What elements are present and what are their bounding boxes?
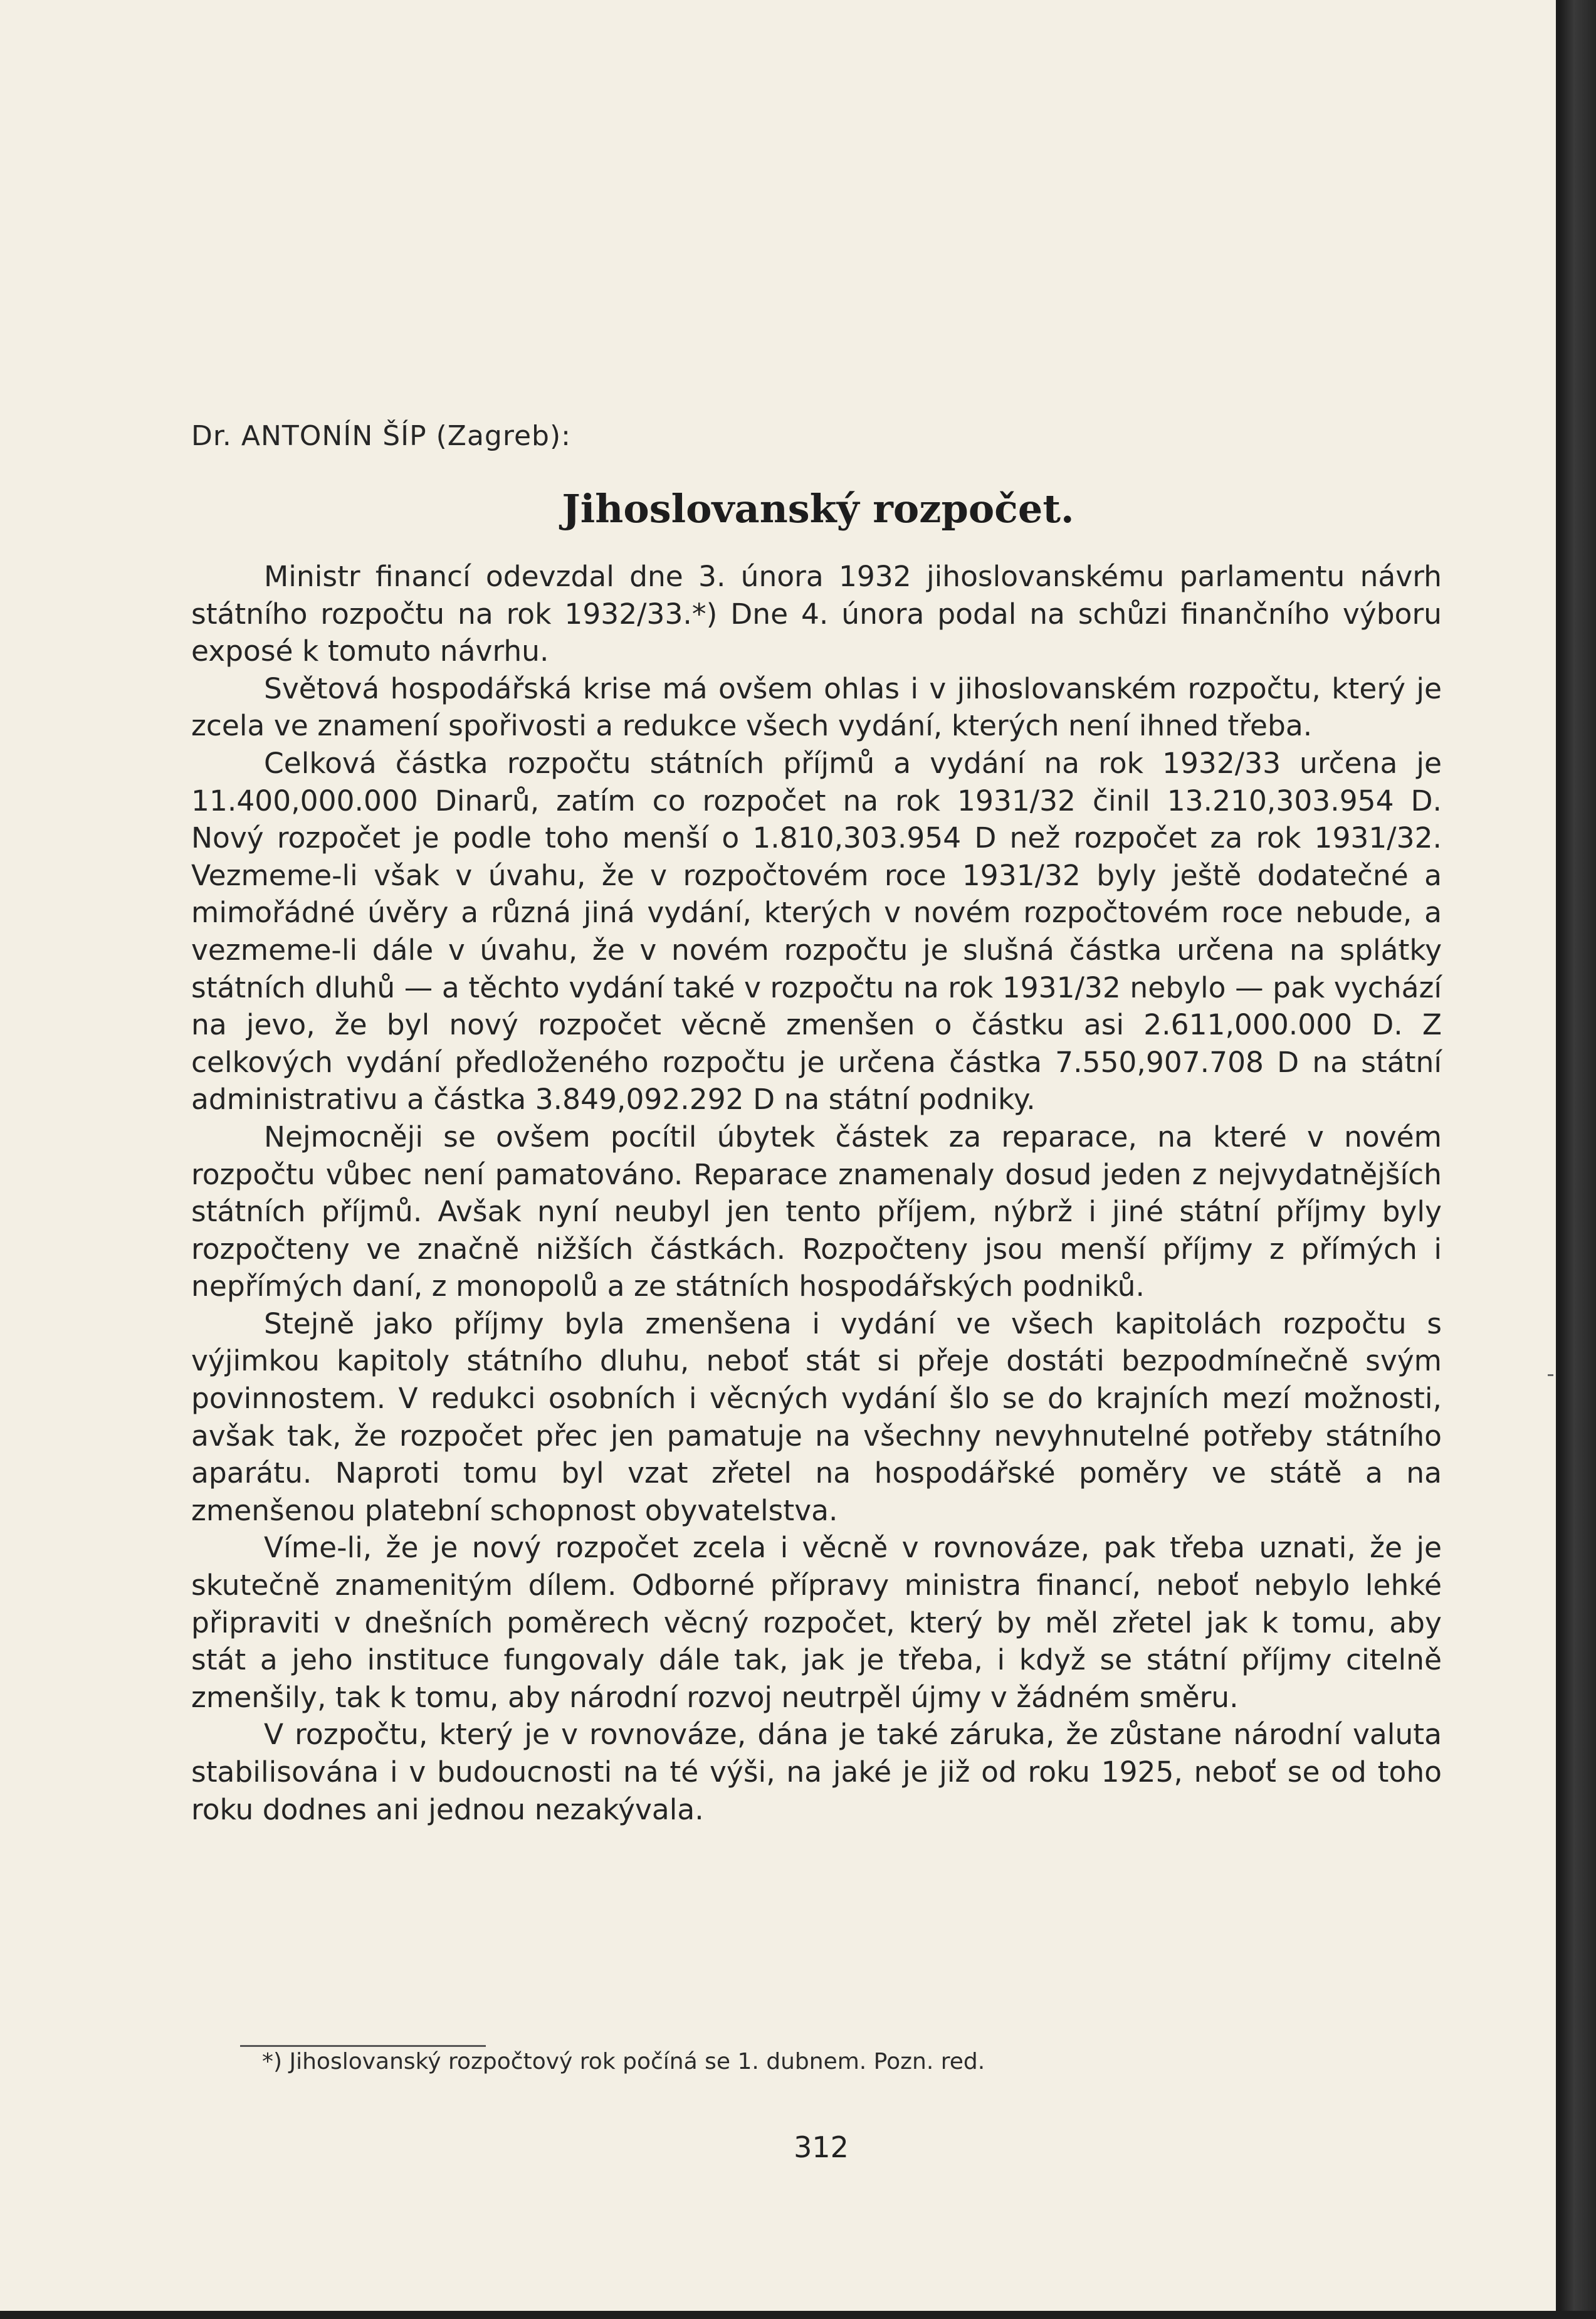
paragraph: V rozpočtu, který je v rovnováze, dána je také záruka, že zůstane národní valuta stabilisována i v budoucnosti na té výši, na jaké je již od roku 1925, neboť se od toho roku dodnes ani jednou nezakývala. [191, 1718, 1442, 1826]
paragraph: Víme-li, že je nový rozpočet zcela i věcně v rovnováze, pak třeba uznati, že je skutečně znamenitým dílem. Odborné přípravy ministra financí, neboť nebylo lehké připraviti v dnešních poměrech věcný rozpočet, který by měl zřetel jak k tomu, aby stát a jeho instituce fungovaly dále tak, jak je třeba, i když se státní příjmy citelně zmenšily, tak k tomu, aby národní rozvoj neutrpěl újmy v žádném směru. [191, 1531, 1442, 1714]
paragraph: Ministr financí odevzdal dne 3. února 1932 jihoslovanskému parlamentu návrh státního rozpočtu na rok 1932/33.*) Dne 4. února podal na schůzi finančního výboru exposé k tomuto návrhu. [191, 560, 1442, 668]
footnote: *) Jihoslovanský rozpočtový rok počíná se 1. dubnem. Pozn. red. [262, 2049, 985, 2074]
scan-edge-right [1560, 0, 1596, 2319]
author-byline: Dr. ANTONÍN ŠÍP (Zagreb): [191, 420, 571, 452]
paragraph: Nejmocněji se ovšem pocítil úbytek částek za reparace, na které v novém rozpočtu vůbec není pamatováno. Reparace znamenaly dosud jeden z nejvydatnějších státních příjmů. Avšak nyní neubyl jen tento příjem, nýbrž i jiné státní příjmy byly rozpočteny ve značně nižších částkách. Rozpočteny jsou menší příjmy z přímých i nepřímých daní, z monopolů a ze státních hospodářských podniků. [191, 1120, 1442, 1303]
margin-mark [1548, 1374, 1553, 1376]
paragraph: Celková částka rozpočtu státních příjmů a vydání na rok 1932/33 určena je 11.400,000.000 Dinarů, zatím co rozpočet na rok 1931/32 činil 13.210,303.954 D. Nový rozpočet je podle toho menší o 1.810,303.954 D než rozpočet za rok 1931/32. Vezmeme-li však v úvahu, že v rozpočtovém roce 1931/32 byly ještě dodatečné a mimořádné úvěry a různá jiná vydání, kterých v novém rozpočtovém roce nebude, a vezmeme-li dále v úvahu, že v novém rozpočtu je slušná částka určena na splátky státních dluhů — a těchto vydání také v rozpočtu na rok 1931/32 nebylo — pak vychází na jevo, že byl nový rozpočet věcně zmenšen o částku asi 2.611,000.000 D. Z celkových vydání předloženého rozpočtu je určena částka 7.550,907.708 D na státní administrativu a částka 3.849,092.292 D na státní podniky. [191, 746, 1442, 1117]
page-number: 312 [794, 2130, 849, 2164]
article-body [191, 558, 1442, 1828]
scan-edge-bottom [0, 2311, 1596, 2319]
paragraph: Stejně jako příjmy byla zmenšena i vydání ve všech kapitolách rozpočtu s výjimkou kapitoly státního dluhu, neboť stát si přeje dostáti bezpodmínečně svým povinnostem. V redukci osobních i věcných vydání šlo se do krajních mezí možnosti, avšak tak, že rozpočet přec jen pamatuje na všechny nevyhnutelné potřeby státního aparátu. Naproti tomu byl vzat zřetel na hospodářské poměry ve státě a na zmenšenou platební schopnost obyvatelstva. [191, 1307, 1442, 1527]
article-title: Jihoslovanský rozpočet. [562, 486, 1074, 532]
footnote-divider [240, 2045, 486, 2047]
paragraph: Světová hospodářská krise má ovšem ohlas i v jihoslovanském rozpočtu, který je zcela ve znamení spořivosti a redukce všech vydání, kterých není ihned třeba. [191, 671, 1442, 743]
